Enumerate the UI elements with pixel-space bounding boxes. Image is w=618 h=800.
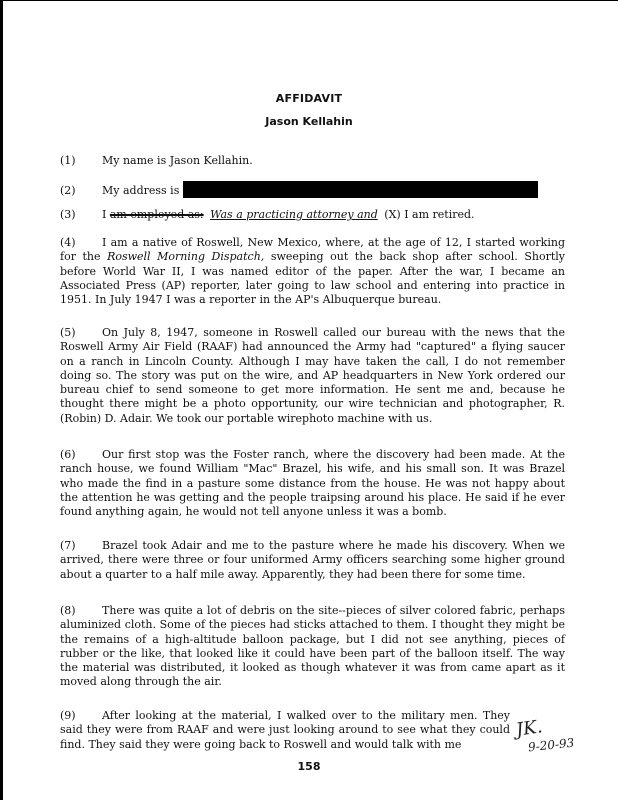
paragraph-suffix: I am retired. xyxy=(404,208,475,221)
paragraph-prefix: I xyxy=(102,208,107,221)
paragraph-4 xyxy=(60,236,565,307)
page-number: 158 xyxy=(297,760,321,773)
paragraph-number: (2) xyxy=(60,184,76,197)
document-header xyxy=(0,92,618,128)
struck-text: am employed as: xyxy=(109,208,204,221)
paragraph-number: (5) xyxy=(60,326,76,339)
paragraph-number: (1) xyxy=(60,154,76,167)
paragraph-3 xyxy=(60,208,565,222)
paragraph-text: My address is xyxy=(102,184,180,197)
handwritten-initials: JK. xyxy=(514,716,544,741)
handwritten-date: 9-20-93 xyxy=(527,735,575,755)
paragraph-text: I am a native of Roswell, New Mexico, where, at the age of 12, I started working for the xyxy=(60,236,565,264)
paragraph-8 xyxy=(60,604,565,690)
paragraph-5 xyxy=(60,326,565,426)
paragraph-number: (4) xyxy=(60,236,76,249)
paragraph-number: (8) xyxy=(60,604,76,617)
document-title: AFFIDAVIT xyxy=(275,92,343,105)
affiant-name: Jason Kellahin xyxy=(265,115,353,128)
newspaper-name: Roswell Morning Dispatch, xyxy=(107,250,265,264)
paragraph-text: Our first stop was the Foster ranch, where the discovery had been made. At the ranch house, we found William "Mac" Brazel, his wife, and his small son. It was Brazel who made the find in a pasture some distance from the house. He was not happy about the attention he was getting and the people traipsing around his place. He said if he ever found anything again, he would not tell anyone unless it was a bomb. xyxy=(60,448,565,519)
paragraph-7 xyxy=(60,539,565,582)
paragraph-text: On July 8, 1947, someone in Roswell called our bureau with the news that the Roswell Army Air Field (RAAF) had announced the Army had "captured" a flying saucer on a ranch in Lincoln County. Although I may have taken the call, I do not remember doing so. The story was put on the wire, and AP headquarters in New York ordered our bureau chief to send someone to get more information. He sent me and, because he thought there might be a photo opportunity, our wire technician and photographer, R. (Robin) D. Adair. We took our portable wirephoto machine with us. xyxy=(60,326,565,425)
paragraph-number: (6) xyxy=(60,448,76,461)
paragraph-2 xyxy=(60,181,565,198)
paragraph-number: (3) xyxy=(60,208,76,221)
paragraph-text: There was quite a lot of debris on the site--pieces of silver colored fabric, perhaps aluminized cloth. Some of the pieces had sticks attached to them. I thought they might be the remains of a high-altitude balloon package, but I did not see anything, pieces of rubber or the like, that looked like it could have been part of the balloon itself. The way the material was distributed, it looked as though whatever it was from came apart as it moved along through the air. xyxy=(60,604,565,689)
paragraph-number: (7) xyxy=(60,539,76,552)
paragraph-6 xyxy=(60,448,565,519)
paragraph-9 xyxy=(60,709,510,752)
paragraph-text: My name is Jason Kellahin. xyxy=(102,154,253,167)
paragraph-text-continued: sweeping out the back shop after school. Shortly before World War II, I was named editor of the paper. After the war, I became an Associated Press (AP) reporter, later going to law school and entering into practice in 1951. In July 1947 I was a reporter in the AP's Albuquerque bureau. xyxy=(60,250,565,307)
redaction-bar xyxy=(183,181,538,198)
paragraph-number: (9) xyxy=(60,709,76,722)
paragraph-text: After looking at the material, I walked over to the military men. They said they were from RAAF and were just looking around to see what they could find. They said they were going back to Roswell and would talk with me xyxy=(60,709,510,751)
handwritten-insert: Was a practicing attorney and xyxy=(210,208,378,221)
paragraph-text: Brazel took Adair and me to the pasture where he made his discovery. When we arrived, there were three or four uniformed Army officers searching some higher ground about a quarter to a half mile away. Apparently, they had been there for some time. xyxy=(60,539,565,581)
insert-mark: (X) xyxy=(384,208,401,221)
paragraph-1 xyxy=(60,154,565,168)
